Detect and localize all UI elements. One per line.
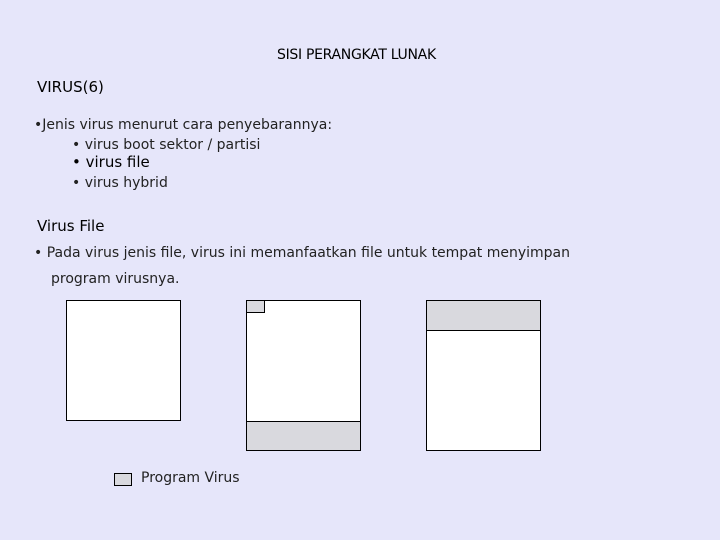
- clean-file-box: [66, 300, 181, 421]
- legend-swatch: [114, 473, 132, 486]
- infected-file-box: [246, 300, 361, 451]
- virus-header-block: [246, 300, 265, 313]
- section-heading: Virus File: [37, 217, 105, 235]
- paragraph-line: • Pada virus jenis file, virus ini memanfaatkan file untuk tempat menyimpan: [34, 245, 570, 261]
- list-item: • virus hybrid: [72, 175, 168, 191]
- infected-file-box: [426, 300, 541, 451]
- virus-trailer-block: [246, 421, 361, 451]
- legend-label: Program Virus: [141, 470, 240, 486]
- intro-bullet: •Jenis virus menurut cara penyebarannya:: [34, 117, 333, 133]
- virus-header-block: [426, 300, 541, 331]
- slide-subtitle: VIRUS(6): [37, 78, 104, 96]
- list-item: • virus boot sektor / partisi: [72, 137, 261, 153]
- paragraph-line: program virusnya.: [51, 271, 180, 287]
- list-item: • virus file: [72, 153, 150, 171]
- slide-title: SISI PERANGKAT LUNAK: [277, 47, 436, 63]
